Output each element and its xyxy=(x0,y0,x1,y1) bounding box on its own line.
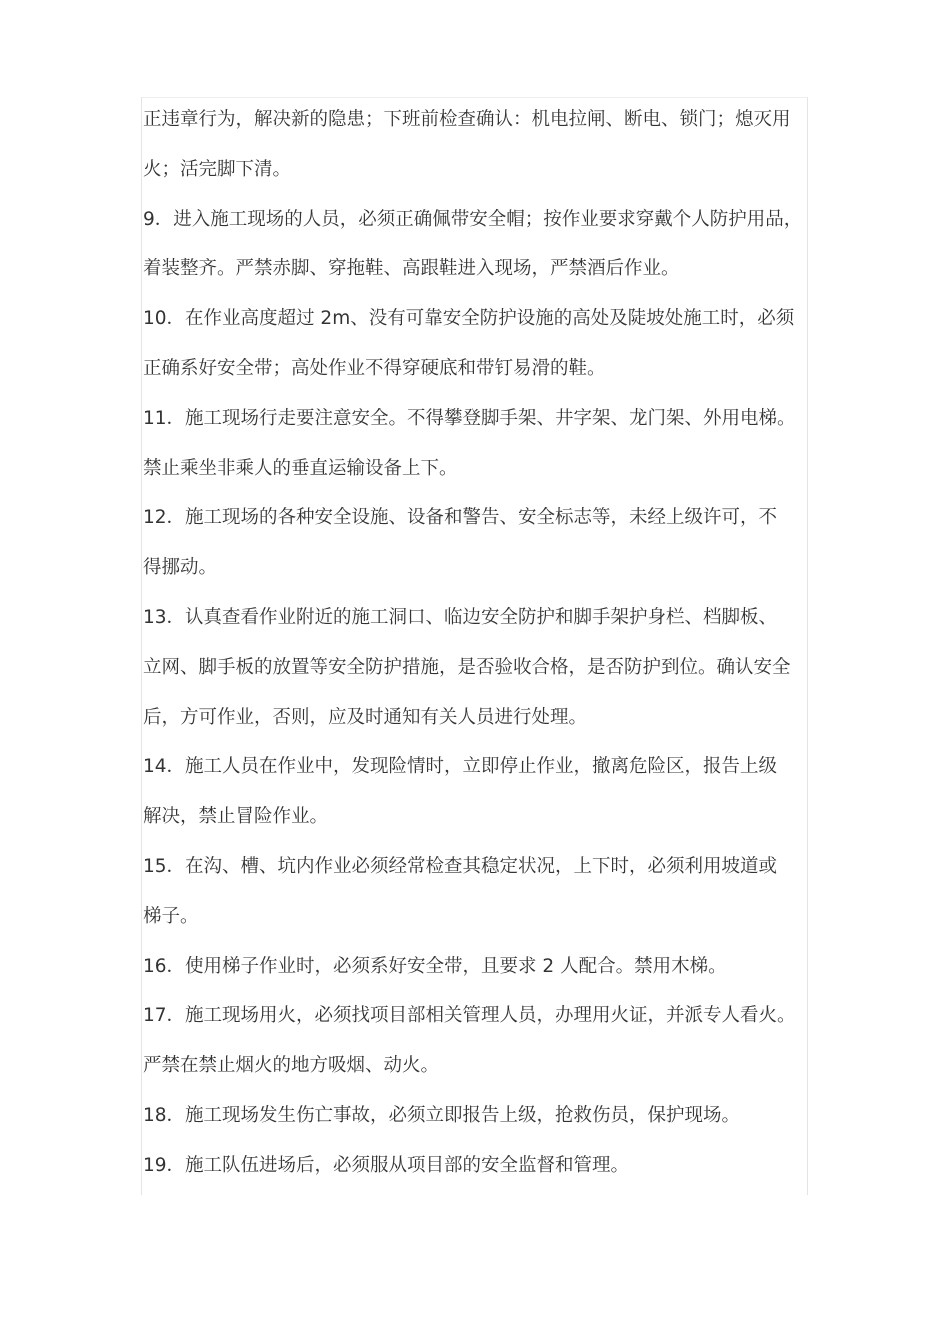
text-line: 15．在沟、槽、坑内作业必须经常检查其稳定状况，上下时，必须利用坡道或 xyxy=(143,855,778,877)
text-line: 得挪动。 xyxy=(143,557,218,579)
text-line: 10．在作业高度超过 2m、没有可靠安全防护设施的高处及陡坡处施工时，必须 xyxy=(143,308,795,330)
text-line: 14．施工人员在作业中，发现险情时，立即停止作业，撤离危险区，报告上级 xyxy=(143,756,778,778)
text-line: 正确系好安全带；高处作业不得穿硬底和带钉易滑的鞋。 xyxy=(143,357,606,379)
text-line: 18．施工现场发生伤亡事故，必须立即报告上级，抢救伤员，保护现场。 xyxy=(143,1104,741,1126)
text-line: 12．施工现场的各种安全设施、设备和警告、安全标志等，未经上级许可，不 xyxy=(143,507,778,529)
text-line: 解决，禁止冒险作业。 xyxy=(143,806,329,828)
text-line: 立网、脚手板的放置等安全防护措施，是否验收合格，是否防护到位。确认安全 xyxy=(143,656,791,678)
text-line: 19．施工队伍进场后，必须服从项目部的安全监督和管理。 xyxy=(143,1154,630,1176)
text-line: 禁止乘坐非乘人的垂直运输设备上下。 xyxy=(143,457,458,479)
text-line: 梯子。 xyxy=(143,905,199,927)
text-line: 后，方可作业，否则，应及时通知有关人员进行处理。 xyxy=(143,706,588,728)
text-line: 11．施工现场行走要注意安全。不得攀登脚手架、井字架、龙门架、外用电梯。 xyxy=(143,407,796,429)
text-line: 9．进入施工现场的人员，必须正确佩带安全帽；按作业要求穿戴个人防护用品， xyxy=(143,208,803,230)
text-line: 17．施工现场用火，必须找项目部相关管理人员，办理用火证，并派专人看火。 xyxy=(143,1005,796,1027)
text-line: 16．使用梯子作业时，必须系好安全带，且要求 2 人配合。禁用木梯。 xyxy=(143,955,727,977)
text-line: 13．认真查看作业附近的施工洞口、临边安全防护和脚手架护身栏、档脚板、 xyxy=(143,606,778,628)
text-line: 正违章行为，解决新的隐患；下班前检查确认：机电拉闸、断电、锁门；熄灭用 xyxy=(143,109,791,130)
text-line: 火；活完脚下清。 xyxy=(143,158,292,180)
text-line: 着装整齐。严禁赤脚、穿拖鞋、高跟鞋进入现场，严禁酒后作业。 xyxy=(143,258,680,280)
text-line: 严禁在禁止烟火的地方吸烟、动火。 xyxy=(143,1055,440,1077)
document-body xyxy=(143,95,818,1191)
